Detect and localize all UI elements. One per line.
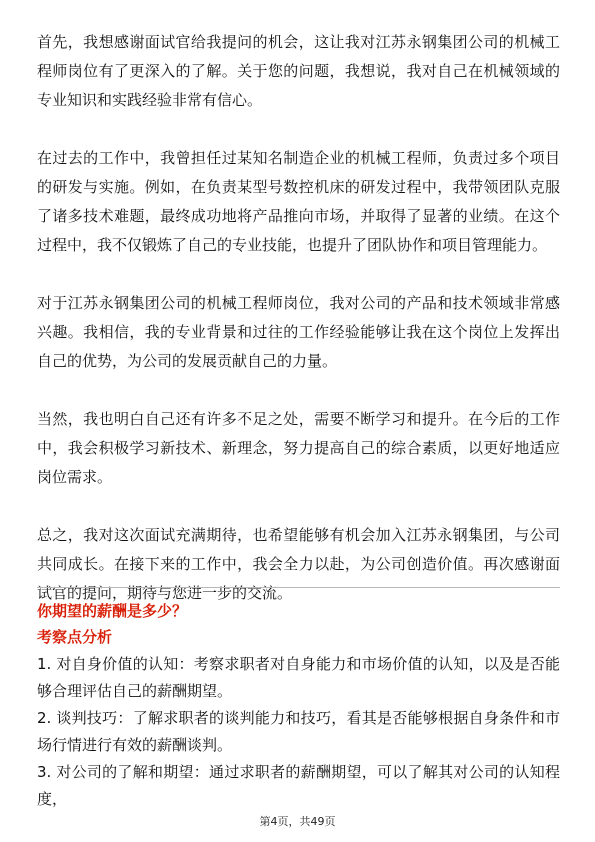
analysis-title: 考察点分析 bbox=[37, 628, 113, 646]
paragraph-5: 总之，我对这次面试充满期待，也希望能够有机会加入江苏永钢集团，与公司共同成长。在接下来的工作中，我会全力以赴，为公司创造价值。再次感谢面试官的提问，期待与您进一步的交流。 bbox=[37, 526, 560, 602]
answer-body bbox=[37, 28, 560, 637]
question-heading: 你期望的薪酬是多少？ bbox=[37, 602, 188, 620]
page-footer: 第4页，共49页 bbox=[259, 815, 336, 828]
paragraph-1: 首先，我想感谢面试官给我提问的机会，这让我对江苏永钢集团公司的机械工程师岗位有了更深入的了解。关于您的问题，我想说，我对自己在机械领域的专业知识和实践经验非常有信心。 bbox=[37, 33, 560, 109]
paragraph-4: 当然，我也明白自己还有许多不足之处，需要不断学习和提升。在今后的工作中，我会积极学习新技术、新理念，努力提高自己的综合素质，以更好地适应岗位需求。 bbox=[37, 410, 560, 486]
paragraph-3: 对于江苏永钢集团公司的机械工程师岗位，我对公司的产品和技术领域非常感兴趣。我相信，我的专业背景和过往的工作经验能够让我在这个岗位上发挥出自己的优势，为公司的发展贡献自己的力量。 bbox=[37, 294, 560, 370]
section-divider bbox=[37, 587, 560, 588]
analysis-point-3: 3. 对公司的了解和期望：通过求职者的薪酬期望，可以了解其对公司的认知程度， bbox=[37, 763, 560, 808]
paragraph-2: 在过去的工作中，我曾担任过某知名制造企业的机械工程师，负责过多个项目的研发与实施。例如，在负责某型号数控机床的研发过程中，我带领团队克服了诸多技术难题，最终成功地将产品推向市场，并取得了显著的业绩。在这个过程中，我不仅锻炼了自己的专业技能，也提升了团队协作和项目管理能力。 bbox=[37, 149, 560, 254]
analysis-point-1: 1. 对自身价值的认知：考察求职者对自身能力和市场价值的认知，以及是否能够合理评估自己的薪酬期望。 bbox=[37, 655, 560, 700]
question-section bbox=[37, 599, 560, 813]
analysis-point-2: 2. 谈判技巧：了解求职者的谈判能力和技巧，看其是否能够根据自身条件和市场行情进行有效的薪酬谈判。 bbox=[37, 709, 560, 754]
